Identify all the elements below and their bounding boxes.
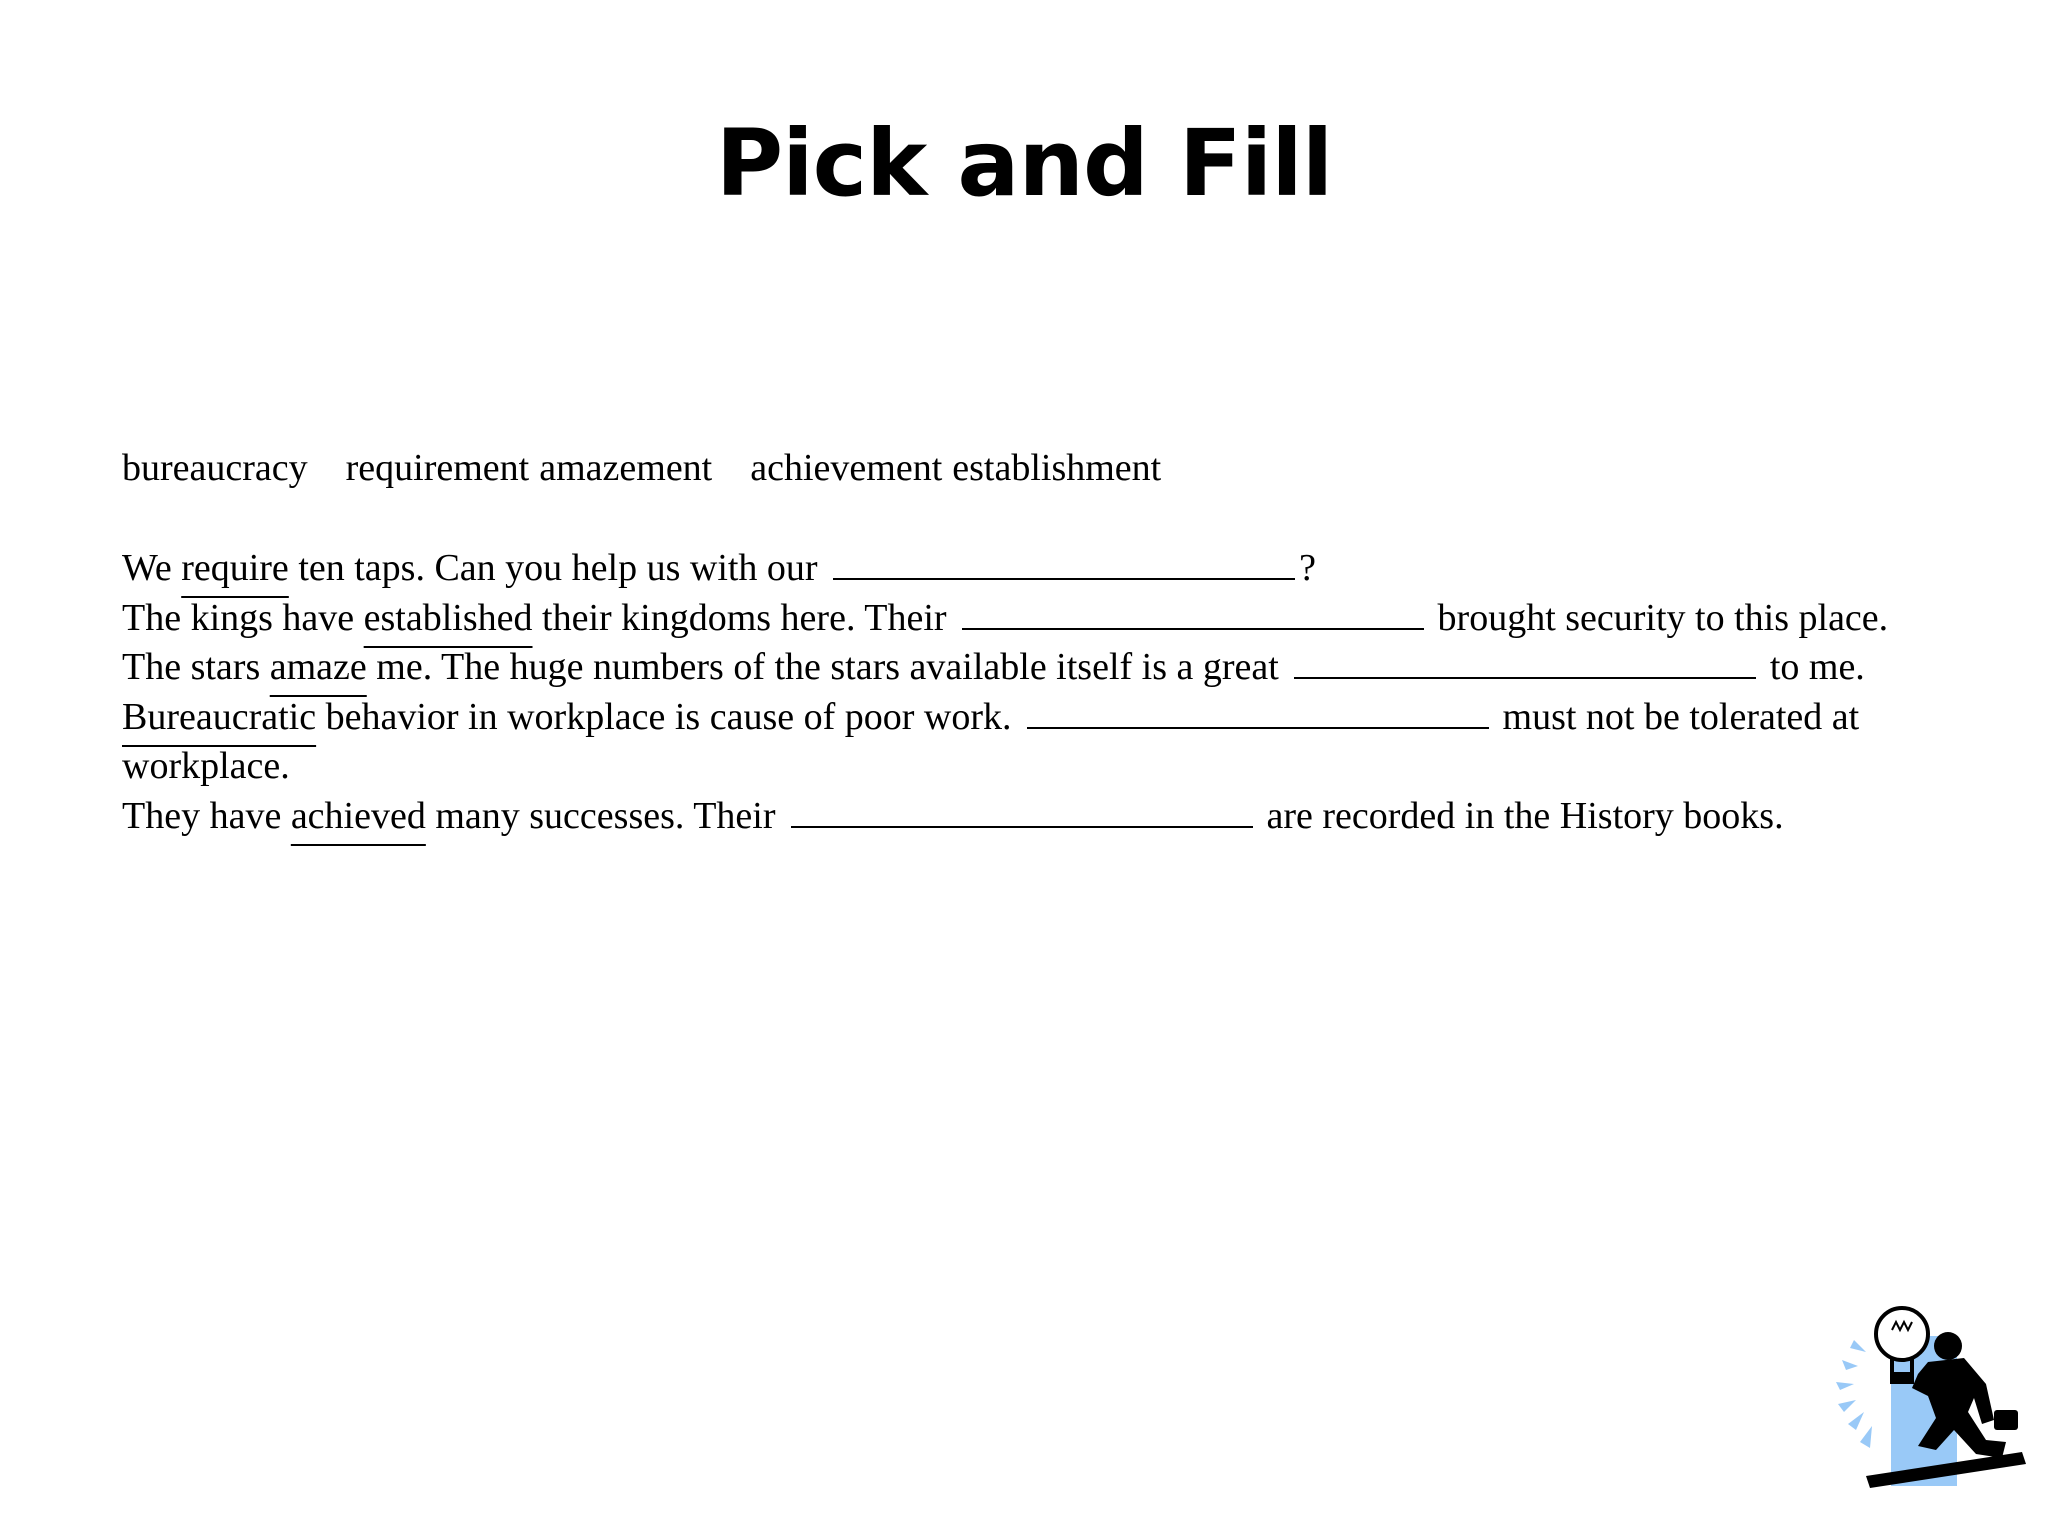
sentence-text: must not be tolerated at workplace.: [122, 695, 1860, 787]
word-bank-item: amazement: [539, 447, 713, 489]
fill-in-blank[interactable]: [1294, 653, 1756, 679]
sentence-text: They have: [122, 794, 291, 837]
fill-in-blank[interactable]: [962, 604, 1424, 630]
exercise-sentences: [122, 544, 1982, 841]
sentence-5: [122, 792, 1982, 842]
word-bank: [122, 444, 1161, 492]
word-bank-item: requirement: [345, 447, 530, 489]
underlined-base-word: Bureaucratic: [122, 695, 317, 738]
sentence-text: ten taps. Can you help us with our: [288, 547, 828, 589]
sentence-text: We: [122, 547, 182, 589]
sentence-text: The stars: [122, 646, 270, 688]
underlined-base-word: achieved: [290, 794, 426, 837]
idea-man-lightbulb-icon: [1836, 1300, 2026, 1490]
fill-in-blank[interactable]: [791, 802, 1253, 828]
fill-in-blank[interactable]: [833, 554, 1295, 580]
sentence-text: ?: [1299, 547, 1316, 589]
page-title: Pick and Fill: [715, 110, 1333, 217]
sentence-text: many successes. Their: [425, 794, 785, 837]
fill-in-blank[interactable]: [1027, 703, 1489, 729]
underlined-base-word: require: [181, 547, 289, 589]
sentence-3: [122, 643, 1982, 693]
sentence-text: behavior in workplace is cause of poor work.: [316, 695, 1022, 738]
sentence-text: The kings have: [122, 596, 364, 639]
sentence-text: are recorded in the History books.: [1257, 794, 1784, 837]
sentence-text: their kingdoms here. Their: [532, 596, 957, 639]
word-bank-item: bureaucracy: [122, 447, 308, 489]
word-bank-item: achievement: [750, 447, 943, 489]
sentence-text: brought security to this place.: [1428, 596, 1889, 639]
sentence-text: me. The huge numbers of the stars available itself is a great: [366, 646, 1289, 688]
sentence-2: [122, 594, 1982, 644]
word-bank-item: establishment: [952, 447, 1162, 489]
sentence-text: to me.: [1760, 646, 1865, 688]
underlined-base-word: amaze: [269, 646, 367, 688]
sentence-1: [122, 544, 1982, 594]
sentence-4: [122, 693, 1982, 792]
underlined-base-word: established: [363, 596, 533, 639]
logo-light-rays: [1836, 1340, 1872, 1448]
